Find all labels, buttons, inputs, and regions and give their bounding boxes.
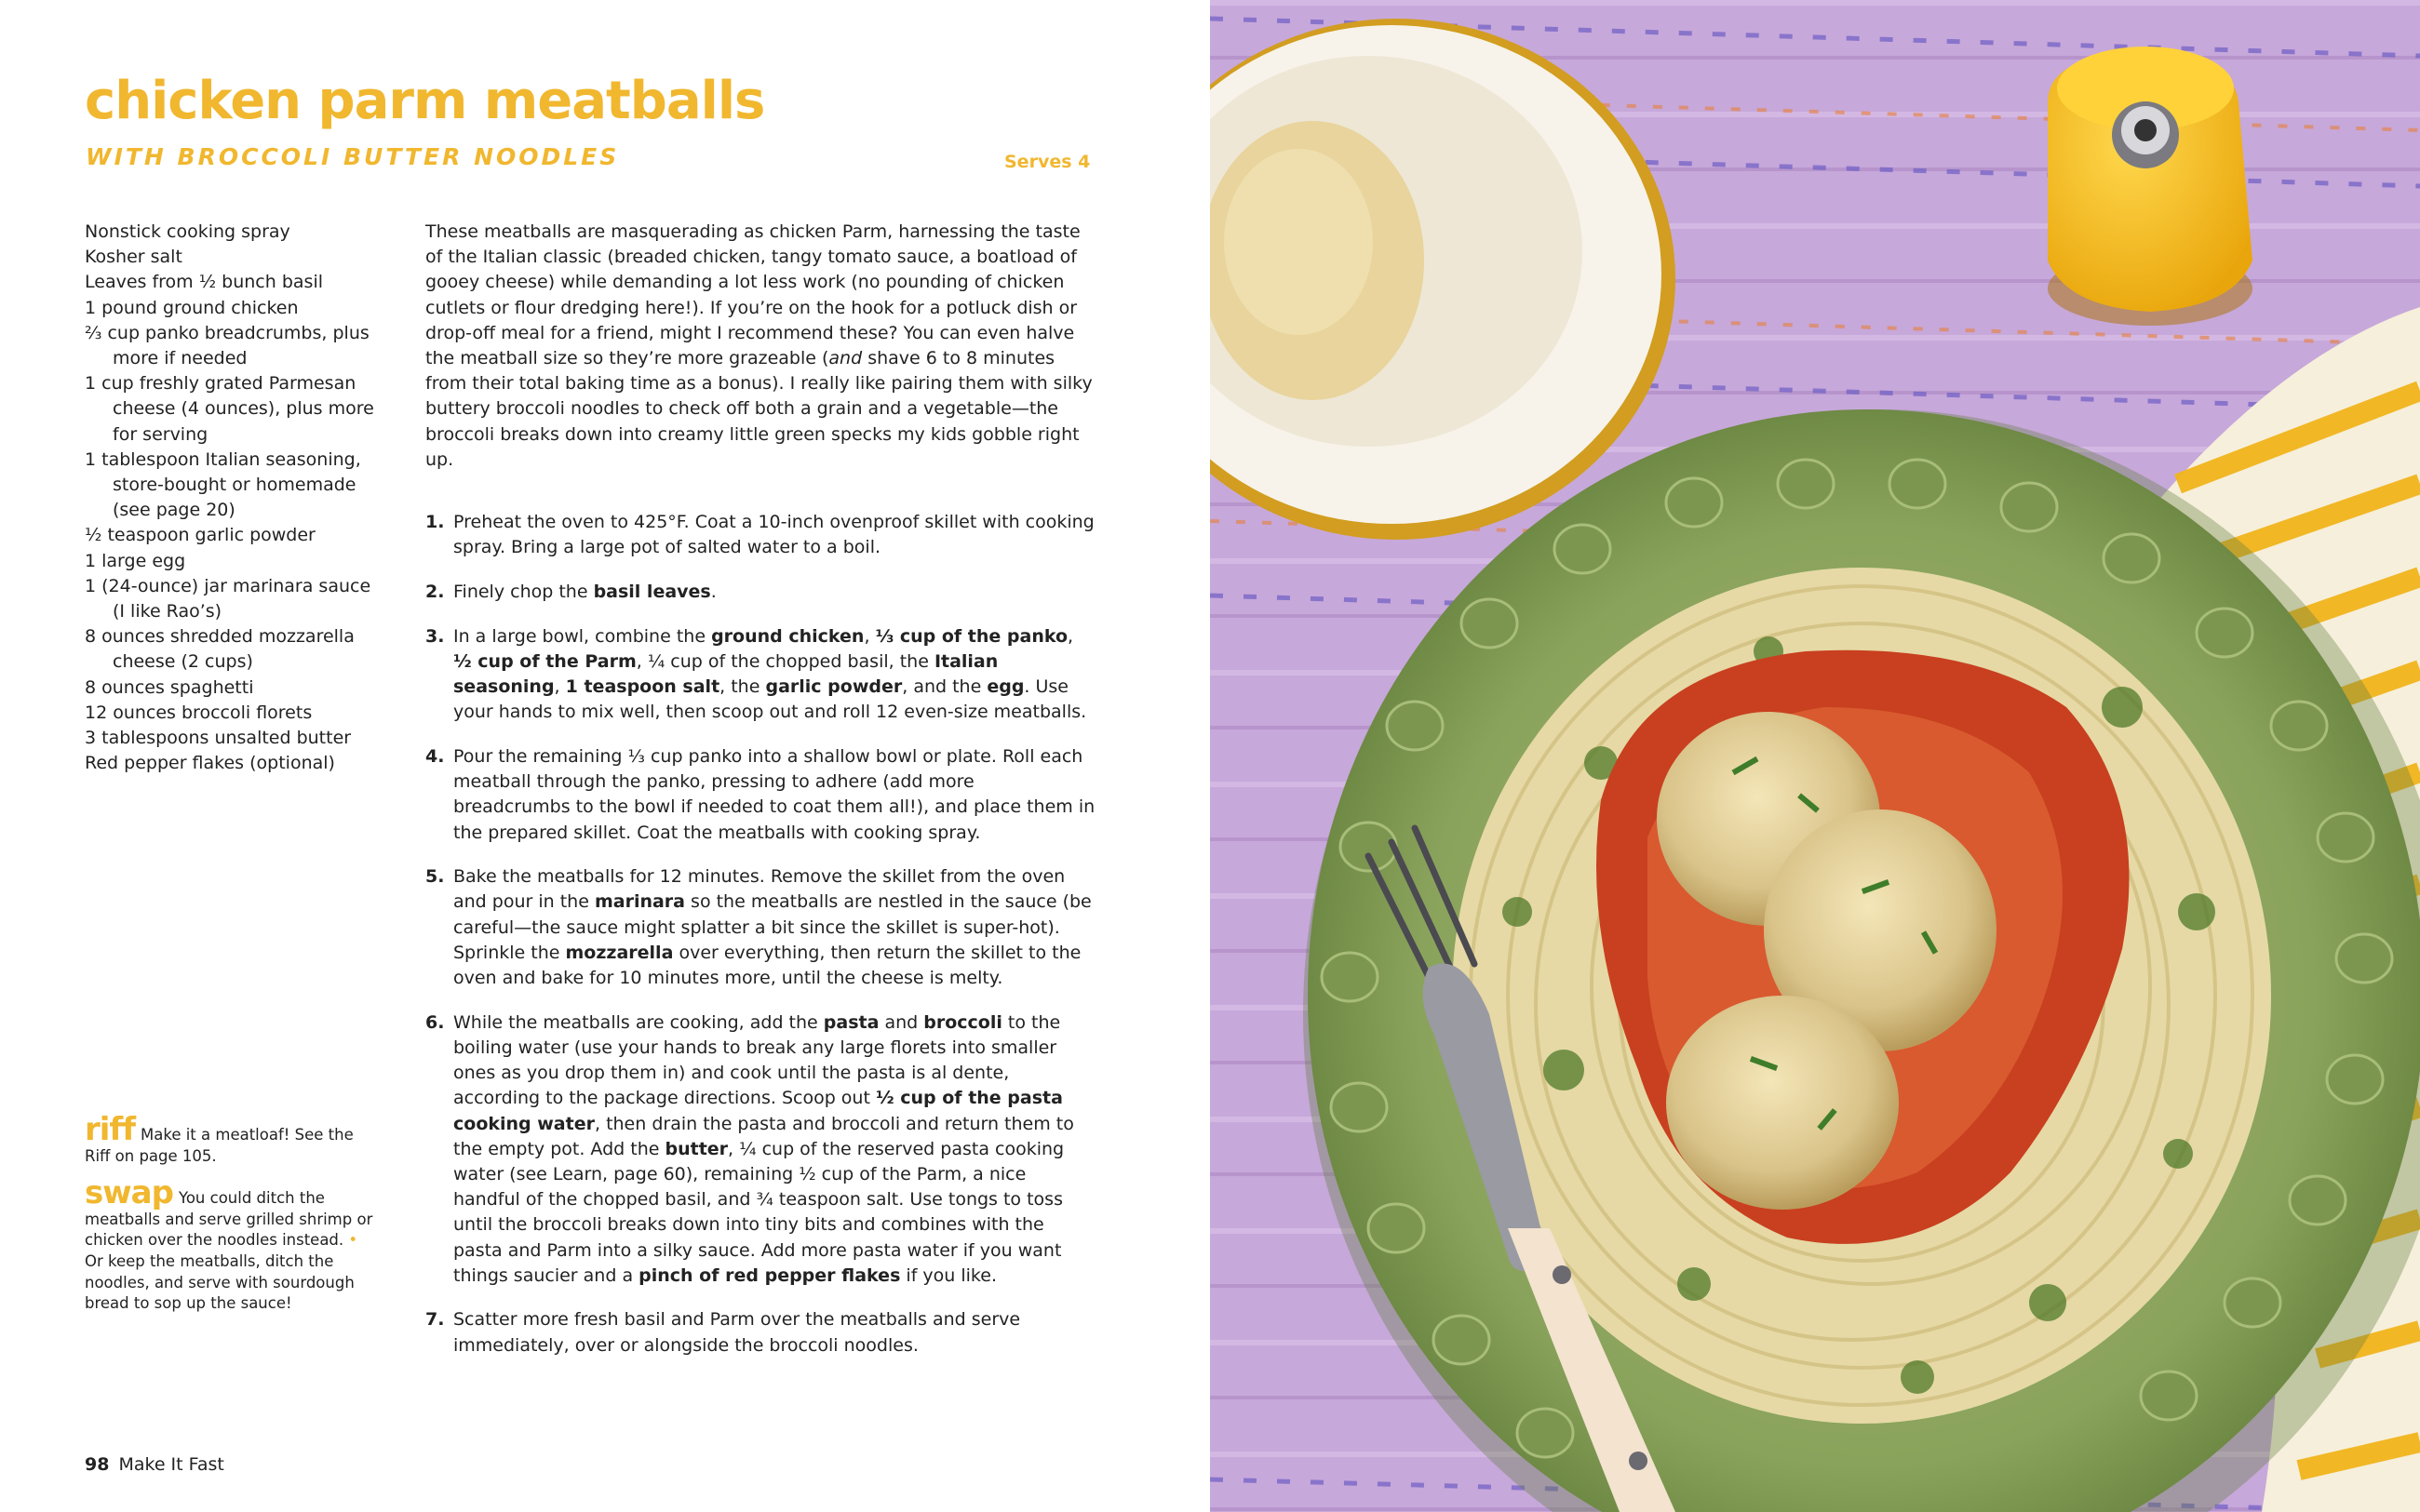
method-step <box>425 624 1096 726</box>
method-steps <box>425 510 1096 1377</box>
ingredient-item: 1 (24-ounce) jar marinara sauce (I like Rao’s) <box>85 575 371 622</box>
method-step <box>425 1307 1096 1358</box>
step-ingredient: Italian seasoning <box>453 650 999 698</box>
step-text: Finely chop the <box>453 581 594 602</box>
ingredient-item: 1 tablespoon Italian seasoning, store-bought or homemade (see page 20) <box>85 448 361 521</box>
recipe-title: chicken parm meatballs <box>85 71 765 131</box>
step-text: Scatter more fresh basil and Parm over the meatballs and serve immediately, over or alongside the broccoli noodles. <box>453 1309 1021 1356</box>
intro-text: These meatballs are masquerading as chicken Parm, harnessing the taste of the Italian classic (breaded chicken, tangy tomato sauce, a boatload of gooey cheese) while demanding a lot less work (no pounding of chicken cutlets or flour dredging here!). If you’re on the hook for a potluck dish or drop-off meal for a friend, might I recommend these? You can even halve the meatball size so they’re more grazeable ( <box>425 221 1081 369</box>
step-text: . Use your hands to mix well, then scoop out and roll 12 even-size meatballs. <box>453 676 1087 723</box>
method-step <box>425 1010 1096 1289</box>
ingredient-item: 1 pound ground chicken <box>85 297 299 318</box>
ingredient-item: Red pepper flakes (optional) <box>85 753 335 774</box>
step-ingredient: garlic powder <box>765 676 903 698</box>
step-ingredient: mozzarella <box>565 942 674 963</box>
method-step <box>425 510 1096 560</box>
step-number: 1. <box>425 512 445 532</box>
step-number: 2. <box>425 581 445 602</box>
step-ingredient: pinch of red pepper flakes <box>639 1264 901 1286</box>
food-photo <box>1210 0 2420 1512</box>
step-ingredient: broccoli <box>923 1011 1002 1033</box>
step-text: Bake the meatballs for 12 minutes. Remove the skillet from the oven and pour in the <box>453 866 1066 913</box>
step-text: , <box>554 676 566 698</box>
ingredient-item: Leaves from ½ bunch basil <box>85 272 323 293</box>
step-text: over everything, then return the skillet to the oven and bake for 10 minutes more, until the cheese is melty. <box>453 942 1082 989</box>
step-text: if you like. <box>900 1264 997 1286</box>
step-ingredient: pasta <box>823 1011 880 1033</box>
ingredient-item: 1 cup freshly grated Parmesan cheese (4 ounces), plus more for serving <box>85 373 374 445</box>
ingredient-item: ½ teaspoon garlic powder <box>85 525 316 546</box>
ingredient-item: 1 large egg <box>85 550 186 571</box>
ingredient-list <box>85 220 383 776</box>
step-text: While the meatballs are cooking, add the <box>453 1011 824 1033</box>
step-ingredient: 1 teaspoon salt <box>565 676 720 698</box>
step-ingredient: ⅓ cup of the panko <box>875 625 1069 647</box>
riff-note <box>85 1111 373 1167</box>
ingredient-item: 8 ounces spaghetti <box>85 676 254 698</box>
page-number: 98 <box>85 1454 110 1475</box>
step-ingredient: ½ cup of the Parm <box>453 650 637 672</box>
ingredient-item: Kosher salt <box>85 247 182 268</box>
recipe-notes <box>85 1111 373 1328</box>
section-name: Make It Fast <box>118 1454 224 1475</box>
step-text: , and the <box>902 676 988 698</box>
pepper-mill <box>2048 47 2252 326</box>
swap-label: swap <box>85 1174 173 1212</box>
step-number: 5. <box>425 866 445 888</box>
step-text: , then drain the pasta and broccoli and return them to the empty pot. Add the <box>453 1113 1074 1159</box>
step-number: 3. <box>425 625 445 647</box>
method-step <box>425 864 1096 991</box>
step-text: In a large bowl, combine the <box>453 625 712 647</box>
riff-text: Make it a meatloaf! See the Riff on page 105. <box>85 1126 354 1165</box>
step-text: , ¼ cup of the reserved pasta cooking water (see Learn, page 60), remaining ½ cup of the Parm, a nice handful of the chopped basil, and ¾ teaspoon salt. Use tongs to toss until the broccoli breaks down into tiny bits and combines with the pasta and Parm into a silky sauce. Add more pasta water if you want things saucier and a <box>453 1138 1065 1286</box>
ingredient-item: 8 ounces shredded mozzarella cheese (2 cups) <box>85 626 355 673</box>
recipe-subtitle: WITH BROCCOLI BUTTER NOODLES <box>86 143 620 170</box>
step-text: , the <box>719 676 766 698</box>
page-footer <box>85 1454 224 1475</box>
intro-text: shave 6 to 8 minutes from their total baking time as a bonus). I really like pairing them with silky buttery broccoli noodles to check off both a grain and a vegetable—the broccoli breaks down into creamy little green specks my kids gobble right up. <box>425 348 1093 470</box>
riff-label: riff <box>85 1111 136 1148</box>
step-number: 6. <box>425 1011 445 1033</box>
ingredient-item: 12 ounces broccoli florets <box>85 702 313 723</box>
step-text: , <box>864 625 876 647</box>
step-ingredient: ground chicken <box>711 625 865 647</box>
swap-text: Or keep the meatballs, ditch the noodles, and serve with sourdough bread to sop up the sauce! <box>85 1251 355 1313</box>
step-ingredient: ½ cup of the pasta cooking water <box>453 1088 1063 1134</box>
ingredient-item: 3 tablespoons unsalted butter <box>85 728 352 749</box>
swap-text: You could ditch the meatballs and serve grilled shrimp or chicken over the noodles instead. <box>85 1189 373 1250</box>
step-ingredient: marinara <box>594 891 685 913</box>
step-ingredient: basil leaves <box>593 581 711 602</box>
bullet-dot: • <box>348 1231 358 1250</box>
step-text: Preheat the oven to 425°F. Coat a 10-inch ovenproof skillet with cooking spray. Bring a large pot of salted water to a boil. <box>453 512 1095 558</box>
step-number: 4. <box>425 745 445 767</box>
ingredient-item: Nonstick cooking spray <box>85 221 290 242</box>
step-text: to the boiling water (use your hands to break any large florets into smaller ones as you drop them in) and cook until the pasta is al dente, according to the package directions. Scoop out <box>453 1011 1061 1109</box>
step-ingredient: egg <box>987 676 1025 698</box>
step-text: and <box>879 1011 924 1033</box>
step-text: , ¼ cup of the chopped basil, the <box>636 650 934 672</box>
ingredient-item: ⅔ cup panko breadcrumbs, plus more if needed <box>85 322 370 369</box>
step-number: 7. <box>425 1309 445 1331</box>
serves-label: Serves 4 <box>1004 152 1091 172</box>
food-illustration <box>1210 0 2420 1512</box>
step-text: . <box>710 581 717 602</box>
method-step <box>425 580 1096 605</box>
recipe-intro <box>425 220 1096 473</box>
step-ingredient: butter <box>665 1138 729 1159</box>
step-text: Pour the remaining ⅓ cup panko into a shallow bowl or plate. Roll each meatball through the panko, pressing to adhere (add more breadcrumbs to the bowl if needed to coat them all!), and place them in the prepared skillet. Coat the meatballs with cooking spray. <box>453 745 1096 843</box>
method-step <box>425 744 1096 846</box>
intro-emphasis: and <box>828 348 863 369</box>
step-text: so the meatballs are nestled in the sauce (be careful—the sauce might splatter a bit since the skillet is super-hot). Sprinkle the <box>453 891 1092 963</box>
swap-note <box>85 1174 373 1315</box>
step-text: , <box>1068 625 1074 647</box>
